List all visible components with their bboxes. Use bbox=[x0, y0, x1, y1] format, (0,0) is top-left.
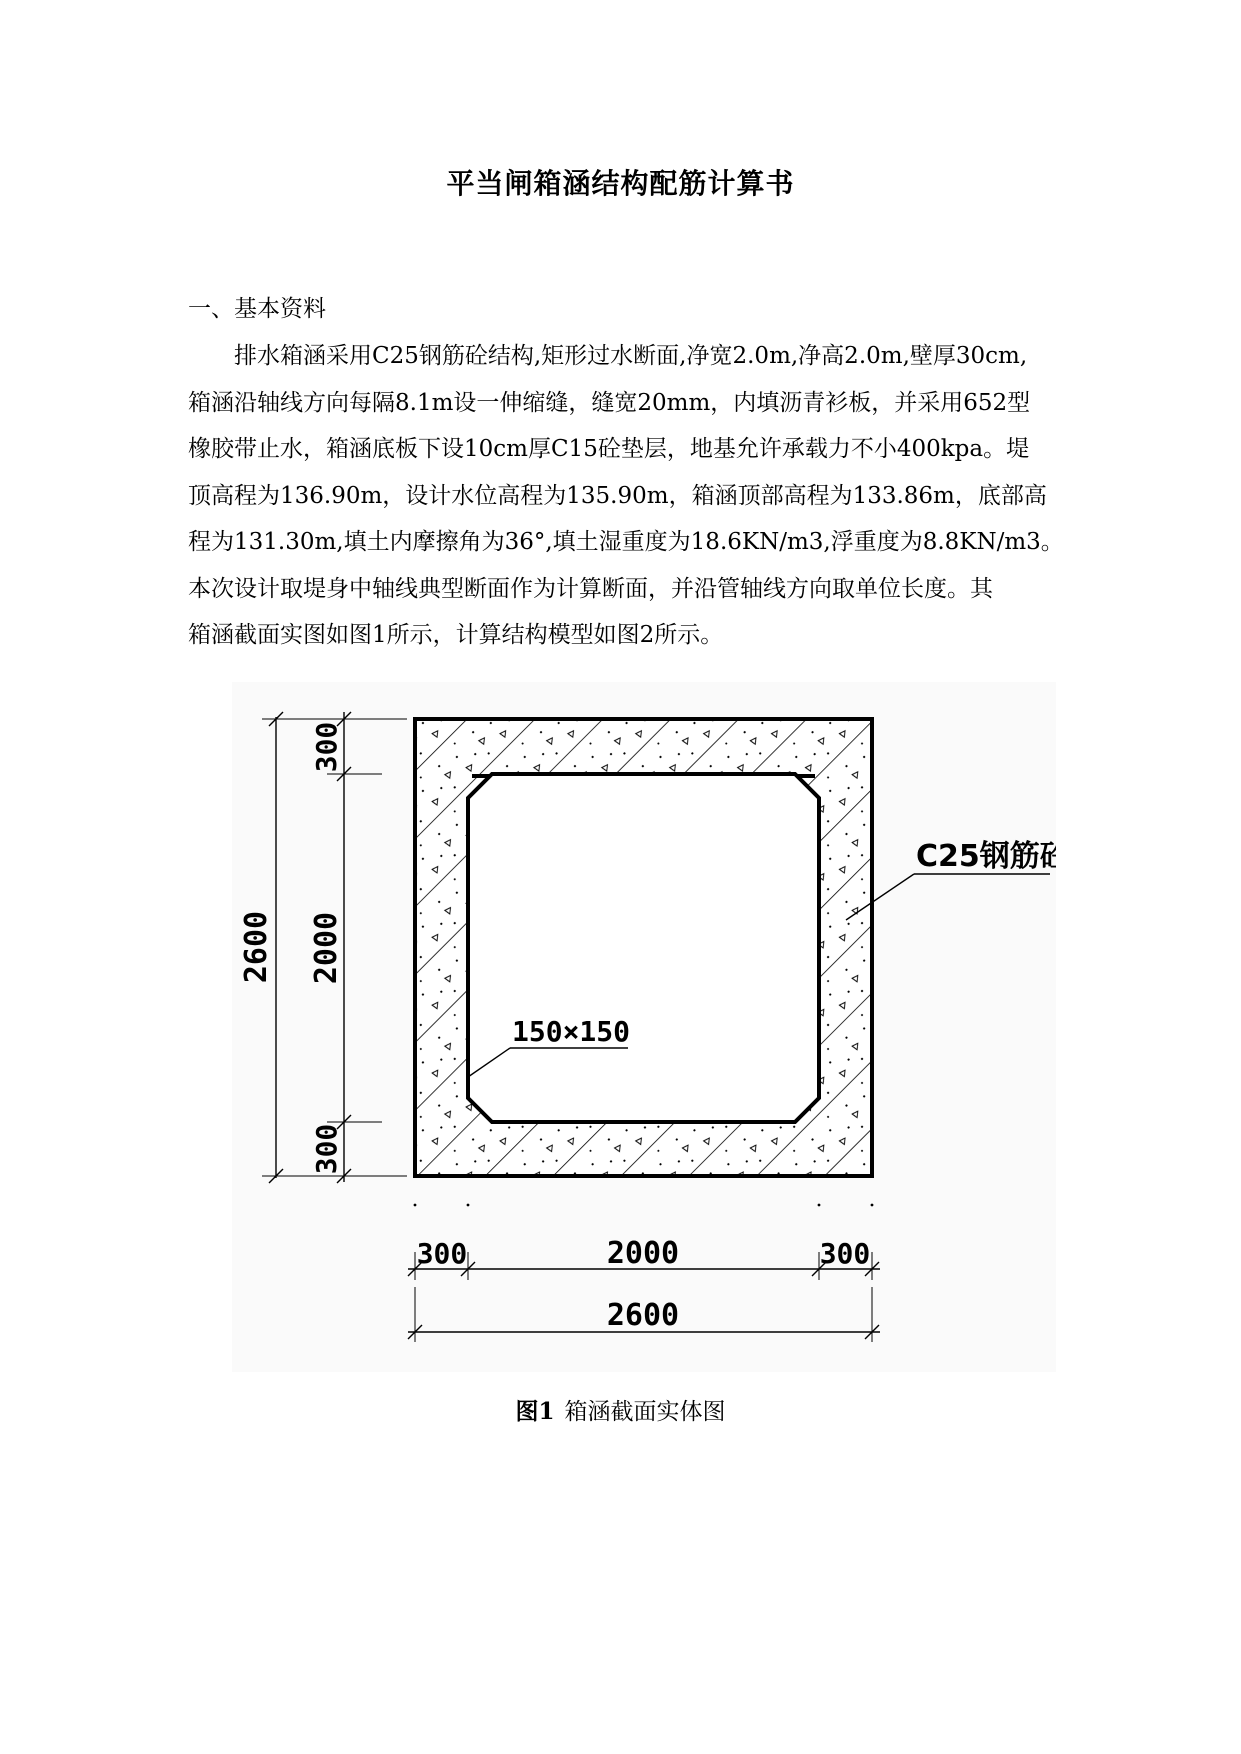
basic-info-paragraph bbox=[188, 333, 1064, 659]
caption-number: 图1 bbox=[515, 1398, 555, 1425]
paragraph-line: 程为131.30m,填土内摩擦角为36°,填土湿重度为18.6KN/m3,浮重度为8.8KN/m3。 bbox=[188, 529, 1064, 555]
culvert-section-drawing bbox=[232, 682, 1056, 1372]
chamfer-label: 150×150 bbox=[512, 1015, 631, 1048]
paragraph-line: 橡胶带止水，箱涵底板下设10cm厚C15砼垫层，地基允许承载力不小400kpa。堤 bbox=[188, 436, 1030, 462]
caption-text: 箱涵截面实体图 bbox=[564, 1399, 726, 1425]
dim-left-middle: 2000 bbox=[309, 911, 344, 985]
paragraph-line: 箱涵沿轴线方向每隔8.1m设一伸缩缝，缝宽20mm，内填沥青衫板，并采用652型 bbox=[188, 389, 1031, 416]
culvert-opening bbox=[468, 774, 819, 1122]
dim-bottom-left: 300 bbox=[416, 1237, 468, 1270]
section-heading: 一、基本资料 bbox=[188, 296, 326, 322]
dim-bottom-middle: 2000 bbox=[606, 1236, 680, 1271]
paragraph-line: 箱涵截面实图如图1所示，计算结构模型如图2所示。 bbox=[188, 622, 724, 648]
dim-bottom-total: 2600 bbox=[606, 1298, 680, 1333]
document-title: 平当闸箱涵结构配筋计算书 bbox=[446, 167, 795, 200]
figure-caption bbox=[0, 1393, 1241, 1426]
paragraph-line: 本次设计取堤身中轴线典型断面作为计算断面，并沿管轴线方向取单位长度。其 bbox=[188, 575, 993, 602]
dim-left-total: 2600 bbox=[239, 910, 274, 984]
paragraph-line: 顶高程为136.90m，设计水位高程为135.90m，箱涵顶部高程为133.86m，底部高 bbox=[188, 482, 1047, 509]
paragraph-line: 排水箱涵采用C25钢筋砼结构,矩形过水断面,净宽2.0m,净高2.0m,壁厚30cm, bbox=[234, 343, 1028, 369]
culvert-section-figure bbox=[232, 682, 1056, 1372]
dim-left-top: 300 bbox=[310, 721, 343, 773]
dim-bottom-right: 300 bbox=[819, 1237, 871, 1270]
material-label: C25钢筋砼 bbox=[916, 839, 1056, 874]
dim-left-bottom: 300 bbox=[310, 1123, 343, 1175]
